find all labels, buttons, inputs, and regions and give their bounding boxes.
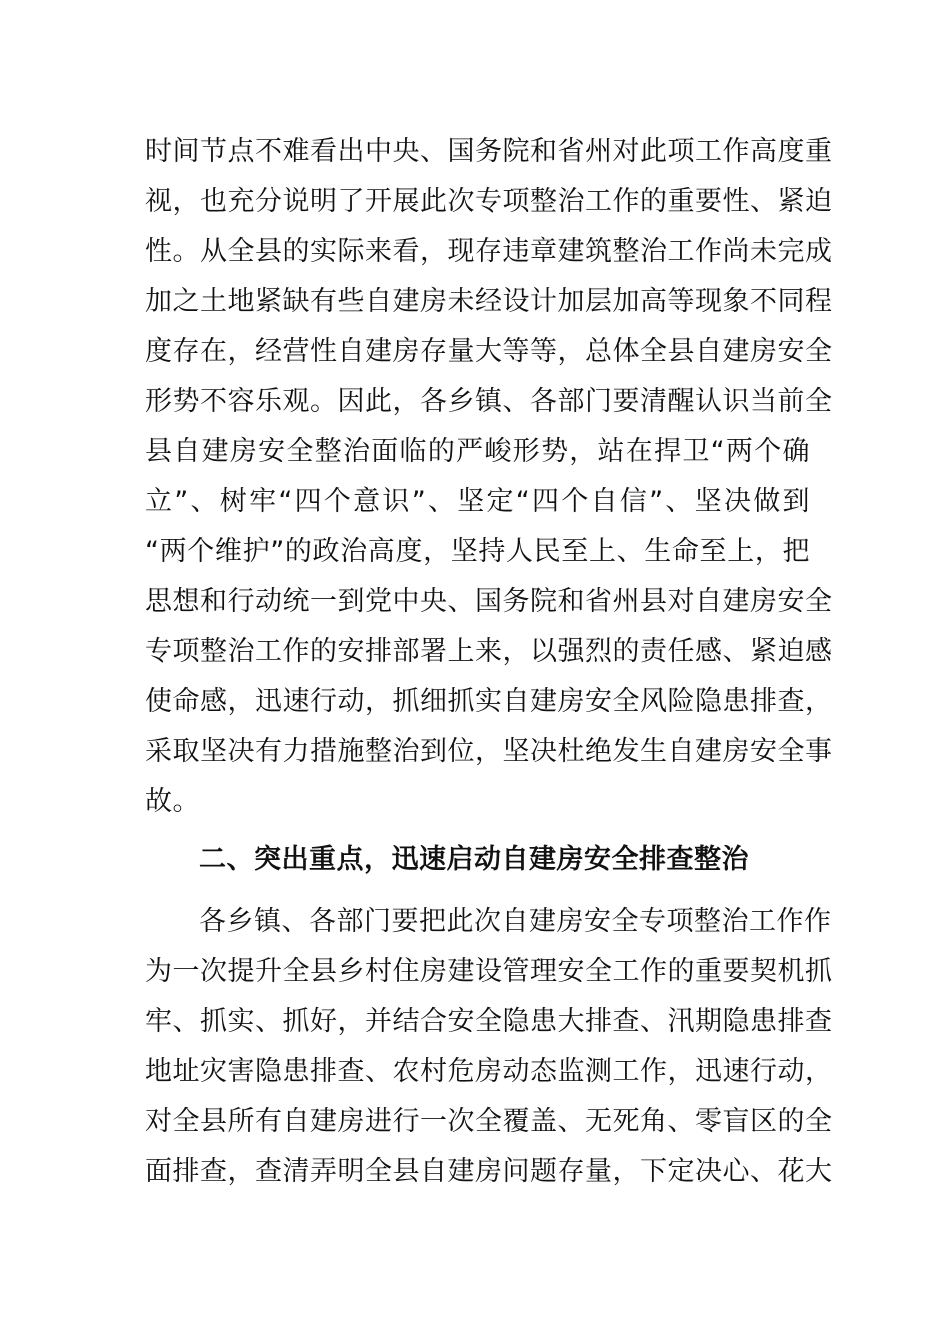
section-heading xyxy=(145,835,810,885)
paragraph-1-line-5: 度存在，经营性自建房存量大等等，总体全县自建房安全 xyxy=(145,336,833,367)
paragraph-2-line-4: 地址灾害隐患排查、农村危房动态监测工作，迅速行动， xyxy=(145,1056,833,1087)
paragraph-1-line-1: 时间节点不难看出中央、国务院和省州对此项工作高度重 xyxy=(145,136,833,167)
paragraph-2-line-5: 对全县所有自建房进行一次全覆盖、无死角、零盲区的全 xyxy=(145,1106,833,1137)
paragraph-1 xyxy=(145,127,833,827)
paragraph-1-line-13: 采取坚决有力措施整治到位，坚决杜绝发生自建房安全事 xyxy=(145,736,833,767)
paragraph-2-line-6: 面排查，查清弄明全县自建房问题存量，下定决心、花大 xyxy=(145,1156,833,1187)
paragraph-2 xyxy=(145,897,833,1197)
paragraph-1-line-2: 视，也充分说明了开展此次专项整治工作的重要性、紧迫 xyxy=(145,186,833,217)
paragraph-1-line-3: 性。从全县的实际来看，现存违章建筑整治工作尚未完成 xyxy=(145,236,833,267)
paragraph-1-line-7: 县自建房安全整治面临的严峻形势，站在捍卫“两个确 xyxy=(145,436,810,467)
paragraph-1-line-6: 形势不容乐观。因此，各乡镇、各部门要清醒认识当前全 xyxy=(145,386,833,417)
paragraph-1-line-8: 立”、树牢“四个意识”、坚定“四个自信”、坚决做到 xyxy=(145,486,810,517)
paragraph-1-line-14: 故。 xyxy=(145,786,200,817)
paragraph-1-line-11: 专项整治工作的安排部署上来，以强烈的责任感、紧迫感 xyxy=(145,636,833,667)
section-heading-text: 二、突出重点，迅速启动自建房安全排查整治 xyxy=(199,844,749,875)
paragraph-2-line-1: 各乡镇、各部门要把此次自建房安全专项整治工作作 xyxy=(199,906,832,937)
paragraph-1-line-12: 使命感，迅速行动，抓细抓实自建房安全风险隐患排查， xyxy=(145,686,833,717)
paragraph-2-line-2: 为一次提升全县乡村住房建设管理安全工作的重要契机抓 xyxy=(145,956,833,987)
paragraph-1-line-4: 加之土地紧缺有些自建房未经设计加层加高等现象不同程 xyxy=(145,286,833,317)
paragraph-2-line-3: 牢、抓实、抓好，并结合安全隐患大排查、汛期隐患排查 xyxy=(145,1006,833,1037)
paragraph-1-line-10: 思想和行动统一到党中央、国务院和省州县对自建房安全 xyxy=(145,586,833,617)
paragraph-1-line-9: “两个维护”的政治高度，坚持人民至上、生命至上，把 xyxy=(145,536,810,567)
